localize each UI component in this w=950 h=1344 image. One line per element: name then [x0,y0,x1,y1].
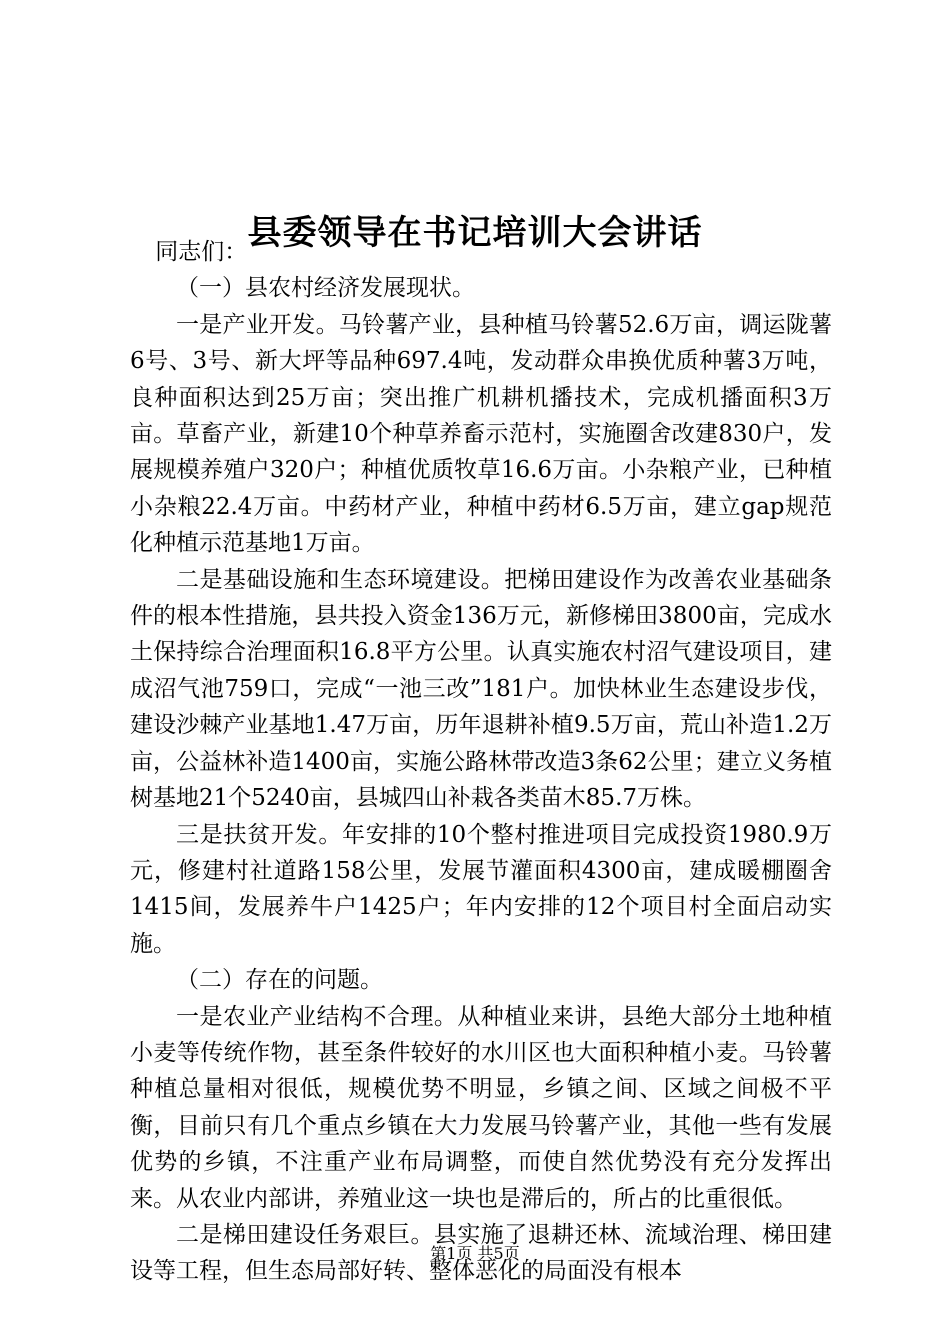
section-heading-current-status: （一）县农村经济发展现状。 [176,275,475,302]
page-footer: 第1页 共5页 [430,1244,520,1263]
paragraph-industry-development: 一是产业开发。马铃薯产业，县种植马铃薯52.6万亩，调运陇薯6号、3号、新大坪等品种697.4吨，发动群众串换优质种薯3万吨，良种面积达到25万亩；突出推广机耕机播技术，完成机播面积3万亩。草畜产业，新建10个种草养畜示范村，实施圈舍改建830户，发展规模养殖户320户；种植优质牧草16.6万亩。小杂粮产业，已种植小杂粮22.4万亩。中药材产业，种植中药材6.5万亩，建立gap规范化种植示范基地1万亩。 [130,311,832,557]
paragraph-industry-structure: 一是农业产业结构不合理。从种植业来讲，县绝大部分土地种植小麦等传统作物，甚至条件较好的水川区也大面积种植小麦。马铃薯种植总量相对很低，规模优势不明显，乡镇之间、区域之间极不平衡，目前只有几个重点乡镇在大力发展马铃薯产业，其他一些有发展优势的乡镇，不注重产业布局调整，而使自然优势没有充分发挥出来。从农业内部讲，养殖业这一块也是滞后的，所占的比重很低。 [130,1003,832,1212]
document-title: 县委领导在书记培训大会讲话 [247,212,703,253]
document-body [130,234,832,1290]
section-heading-problems: （二）存在的问题。 [176,967,383,994]
paragraph-terrace-construction: 二是梯田建设任务艰巨。县实施了退耕还林、流域治理、梯田建设等工程，但生态局部好转、整体恶化的局面没有根本 [130,1221,832,1285]
paragraph-infrastructure-ecology: 二是基础设施和生态环境建设。把梯田建设作为改善农业基础条件的根本性措施，县共投入资金136万元，新修梯田3800亩，完成水土保持综合治理面积16.8平方公里。认真实施农村沼气建设项目，建成沼气池759口，完成“一池三改”181户。加快林业生态建设步伐，建设沙棘产业基地1.47万亩，历年退耕补植9.5万亩，荒山补造1.2万亩，公益林补造1400亩，实施公路林带改造3条62公里；建立义务植树基地21个5240亩，县城四山补栽各类苗木85.7万株。 [130,566,832,812]
paragraph-poverty-alleviation: 三是扶贫开发。年安排的10个整村推进项目完成投资1980.9万元，修建村社道路158公里，发展节灌面积4300亩，建成暖棚圈舍1415间，发展养牛户1425户；年内安排的12个项目村全面启动实施。 [130,821,832,957]
salutation: 同志们： [155,239,248,265]
